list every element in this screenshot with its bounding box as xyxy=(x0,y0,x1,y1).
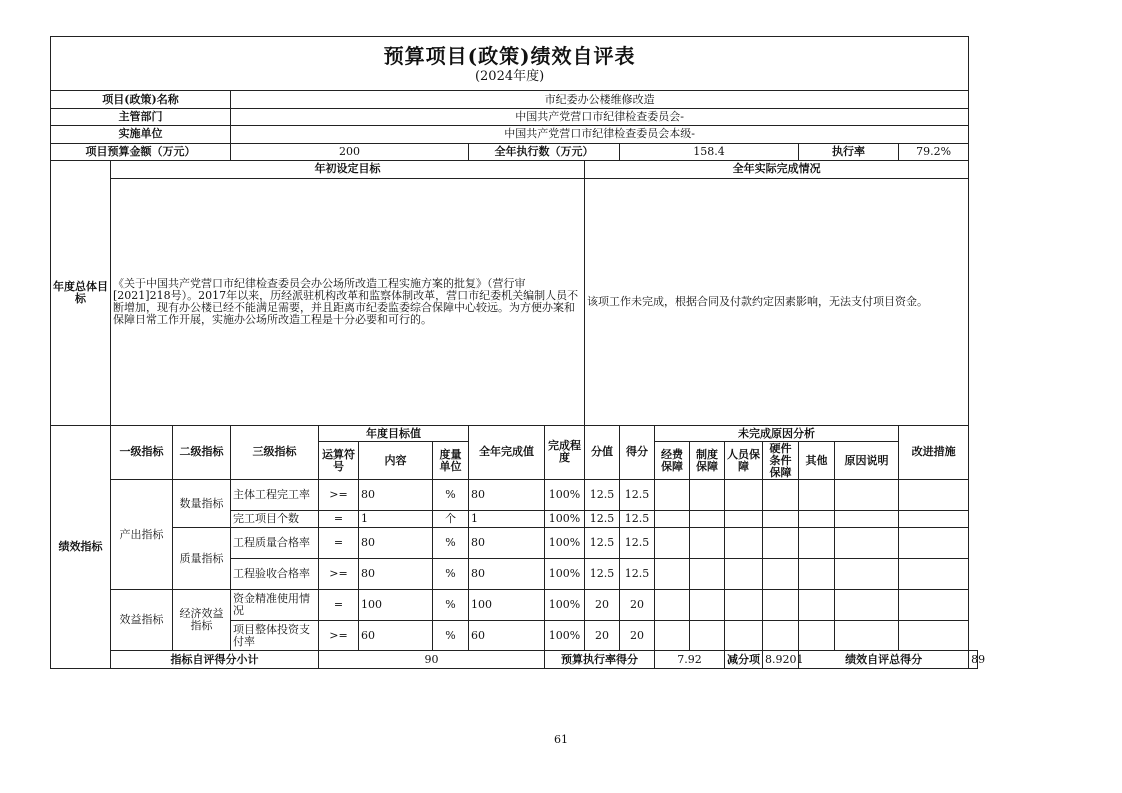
header-improve: 改进措施 xyxy=(899,425,969,479)
unit-cell: % xyxy=(433,480,469,511)
header-operator: 运算符号 xyxy=(319,442,359,480)
blank-cell xyxy=(899,480,969,511)
table-row xyxy=(51,480,978,511)
content-cell: 1 xyxy=(359,510,433,527)
rate-label: 执行率 xyxy=(799,143,899,160)
score-cell: 12.5 xyxy=(585,559,620,590)
actual-result-header: 全年实际完成情况 xyxy=(585,161,969,178)
budget-score-value: 7.92 xyxy=(655,651,725,669)
exec-label: 全年执行数（万元） xyxy=(469,143,620,160)
header-level1: 一级指标 xyxy=(111,425,173,479)
unit-cell: % xyxy=(433,528,469,559)
header-unfinished: 未完成原因分析 xyxy=(655,425,899,441)
rate-value: 79.2% xyxy=(899,143,969,160)
unit-cell: % xyxy=(433,620,469,651)
blank-cell xyxy=(899,620,969,651)
blank-cell xyxy=(725,510,763,527)
blank-cell xyxy=(835,480,899,511)
blank-cell xyxy=(690,480,725,511)
score-cell: 20 xyxy=(585,620,620,651)
level3-cell: 主体工程完工率 xyxy=(231,480,319,511)
header-level3: 三级指标 xyxy=(231,425,319,479)
got-cell: 20 xyxy=(620,589,655,620)
score-cell: 12.5 xyxy=(585,510,620,527)
header-reason: 原因说明 xyxy=(835,442,899,480)
form-year: (2024年度) xyxy=(474,68,545,84)
blank-cell xyxy=(799,528,835,559)
blank-cell xyxy=(763,480,799,511)
level3-cell: 资金精准使用情况 xyxy=(231,589,319,620)
blank-cell xyxy=(763,589,799,620)
got-cell: 12.5 xyxy=(620,528,655,559)
initial-goal-header: 年初设定目标 xyxy=(111,161,585,178)
blank-cell xyxy=(725,559,763,590)
content-cell: 80 xyxy=(359,559,433,590)
blank-cell xyxy=(690,510,725,527)
got-cell: 12.5 xyxy=(620,559,655,590)
impl-value: 中国共产党营口市纪律检查委员会本级- xyxy=(231,126,969,143)
score-cell: 20 xyxy=(585,589,620,620)
header-hardware: 硬件条件保障 xyxy=(763,442,799,480)
budget-value: 200 xyxy=(231,143,469,160)
deduct-value: 8.9201 xyxy=(763,651,799,669)
operator-cell: = xyxy=(319,589,359,620)
completion-cell: 100% xyxy=(545,510,585,527)
score-cell: 12.5 xyxy=(585,480,620,511)
blank-cell xyxy=(690,589,725,620)
operator-cell: = xyxy=(319,510,359,527)
form-title: 预算项目(政策)绩效自评表 xyxy=(383,43,636,68)
completion-cell: 100% xyxy=(545,620,585,651)
score-cell: 12.5 xyxy=(585,528,620,559)
blank-cell xyxy=(799,589,835,620)
completion-cell: 100% xyxy=(545,589,585,620)
level1-output: 产出指标 xyxy=(111,480,173,590)
blank-cell xyxy=(799,510,835,527)
blank-cell xyxy=(799,620,835,651)
blank-cell xyxy=(763,528,799,559)
blank-cell xyxy=(763,510,799,527)
initial-goal-text: 《关于中国共产党营口市纪律检查委员会办公场所改造工程实施方案的批复》（营行审[2021]218号）。2017年以来，历经派驻机构改革和监察体制改革，营口市纪委机关编制人员不断增加，现有办公楼已经不能满足需要，并且距离市纪委监委综合保障中心较远。为方便办案和保障日常工作开展，实施办公场所改造工程是十分必要和可行的。 xyxy=(111,178,585,425)
actual-cell: 80 xyxy=(469,559,545,590)
blank-cell xyxy=(655,480,690,511)
got-cell: 20 xyxy=(620,620,655,651)
operator-cell: >= xyxy=(319,620,359,651)
budget-score-label: 预算执行率得分 xyxy=(545,651,655,669)
completion-cell: 100% xyxy=(545,480,585,511)
project-name-value: 市纪委办公楼维修改造 xyxy=(231,91,969,108)
actual-cell: 80 xyxy=(469,528,545,559)
header-other: 其他 xyxy=(799,442,835,480)
content-cell: 80 xyxy=(359,528,433,559)
blank-cell xyxy=(725,620,763,651)
blank-cell xyxy=(655,589,690,620)
operator-cell: = xyxy=(319,528,359,559)
indicators-section-label: 绩效指标 xyxy=(51,425,111,668)
blank-cell xyxy=(725,589,763,620)
got-cell: 12.5 xyxy=(620,510,655,527)
blank-cell xyxy=(835,620,899,651)
table-row xyxy=(51,589,978,620)
blank-cell xyxy=(899,559,969,590)
blank-cell xyxy=(799,559,835,590)
project-name-label: 项目(政策)名称 xyxy=(51,91,231,108)
unit-cell: % xyxy=(433,559,469,590)
blank-cell xyxy=(725,480,763,511)
header-got: 得分 xyxy=(620,425,655,479)
completion-cell: 100% xyxy=(545,528,585,559)
got-cell: 12.5 xyxy=(620,480,655,511)
blank-cell xyxy=(799,480,835,511)
operator-cell: >= xyxy=(319,480,359,511)
goals-row-label: 年度总体目标 xyxy=(51,161,111,426)
page-number: 61 xyxy=(554,733,568,746)
budget-label: 项目预算金额（万元） xyxy=(51,143,231,160)
level3-cell: 工程质量合格率 xyxy=(231,528,319,559)
header-content: 内容 xyxy=(359,442,433,480)
level3-cell: 完工项目个数 xyxy=(231,510,319,527)
completion-cell: 100% xyxy=(545,559,585,590)
blank-cell xyxy=(655,528,690,559)
actual-result-text: 该项工作未完成，根据合同及付款约定因素影响，无法支付项目资金。 xyxy=(585,178,969,425)
blank-cell xyxy=(655,510,690,527)
evaluation-table xyxy=(50,36,986,669)
level2-quality: 质量指标 xyxy=(173,528,231,590)
blank-cell xyxy=(655,620,690,651)
level3-cell: 项目整体投资支付率 xyxy=(231,620,319,651)
level3-cell: 工程验收合格率 xyxy=(231,559,319,590)
header-actual: 全年完成值 xyxy=(469,425,545,479)
blank-cell xyxy=(763,559,799,590)
total-label: 绩效自评总得分 xyxy=(799,651,969,669)
blank-cell xyxy=(690,559,725,590)
header-level2: 二级指标 xyxy=(173,425,231,479)
exec-value: 158.4 xyxy=(620,143,799,160)
header-unit: 度量单位 xyxy=(433,442,469,480)
content-cell: 60 xyxy=(359,620,433,651)
blank-cell xyxy=(690,528,725,559)
impl-label: 实施单位 xyxy=(51,126,231,143)
blank-cell xyxy=(763,620,799,651)
content-cell: 80 xyxy=(359,480,433,511)
unit-cell: % xyxy=(433,589,469,620)
blank-cell xyxy=(655,559,690,590)
blank-cell xyxy=(899,528,969,559)
actual-cell: 100 xyxy=(469,589,545,620)
blank-cell xyxy=(835,589,899,620)
level2-economic: 经济效益指标 xyxy=(173,589,231,651)
blank-cell xyxy=(835,559,899,590)
title-cell xyxy=(51,37,969,91)
actual-cell: 60 xyxy=(469,620,545,651)
deduct-label: 减分项 xyxy=(725,651,763,669)
subtotal-value: 90 xyxy=(319,651,545,669)
dept-value: 中国共产党营口市纪律检查委员会- xyxy=(231,108,969,125)
subtotal-label: 指标自评得分小计 xyxy=(111,651,319,669)
blank-cell xyxy=(725,528,763,559)
evaluation-sheet xyxy=(50,36,986,669)
header-system: 制度保障 xyxy=(690,442,725,480)
blank-cell xyxy=(690,620,725,651)
total-value: 89 xyxy=(969,651,978,669)
level2-quantity: 数量指标 xyxy=(173,480,231,528)
blank-cell xyxy=(835,510,899,527)
content-cell: 100 xyxy=(359,589,433,620)
blank-cell xyxy=(899,510,969,527)
operator-cell: >= xyxy=(319,559,359,590)
header-completion: 完成程度 xyxy=(545,425,585,479)
actual-cell: 80 xyxy=(469,480,545,511)
blank-cell xyxy=(835,528,899,559)
header-annual-target: 年度目标值 xyxy=(319,425,469,441)
header-funding: 经费保障 xyxy=(655,442,690,480)
level1-benefit: 效益指标 xyxy=(111,589,173,651)
dept-label: 主管部门 xyxy=(51,108,231,125)
actual-cell: 1 xyxy=(469,510,545,527)
header-personnel: 人员保障 xyxy=(725,442,763,480)
unit-cell: 个 xyxy=(433,510,469,527)
table-row xyxy=(51,528,978,559)
blank-cell xyxy=(899,589,969,620)
header-score: 分值 xyxy=(585,425,620,479)
